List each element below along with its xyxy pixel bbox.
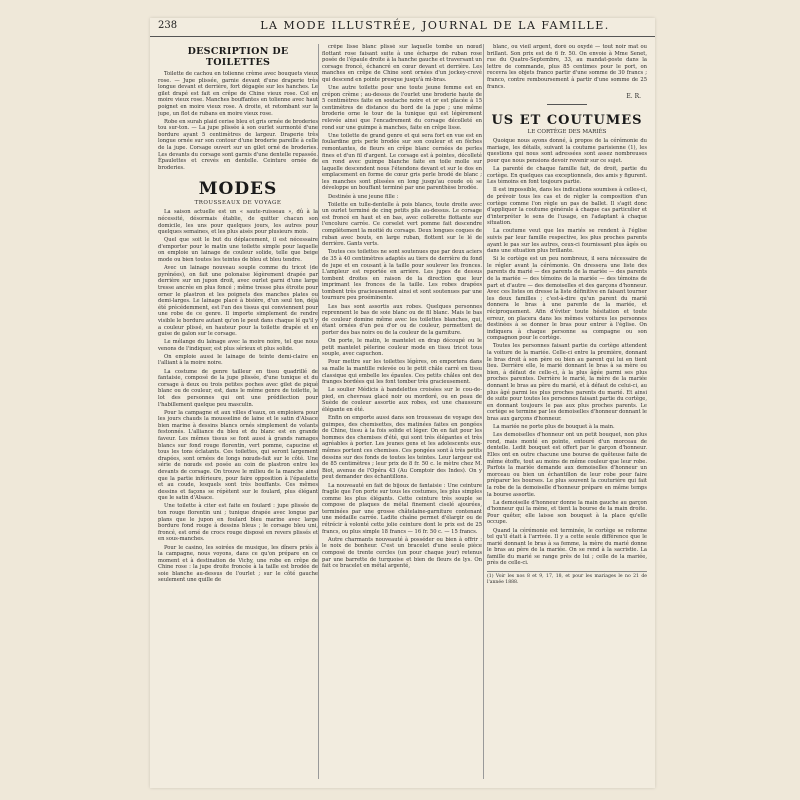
paragraph: On emploie aussi le lainage de teinte demi-claire en l'alliant à la moire noire. xyxy=(158,353,318,367)
paragraph: Les demoiselles d'honneur ont un petit bouquet, non plus rond, mais monté en pointe, entouré d'un morceau de dentelle. Ledit bouquet est offert par le garçon d'honneur. Elles ont en outre chacune une bourse de quêteuse faite de même étoffe, tout au moins de même couleur que leur robe. Parfois la mariée demande aux demoiselles d'honneur un morceau ou bien un échantillon de leur robe pour faire préparer les bourses. Le plus souvent la couturière qui fait la robe de la demoiselle d'honneur prépare en même temps la bourse assortie. xyxy=(487,432,647,498)
section-subtitle: TROUSSEAUX DE VOYAGE xyxy=(194,200,282,207)
paragraph: La demoiselle d'honneur donne la main gauche au garçon d'honneur qui la mène, et tient la bourse de la main droite. Pour quêter, elle laisse son bouquet à la place qu'elle occupe. xyxy=(487,499,647,526)
paragraph: La costume de genre tailleur en tissu quadrillé de fantaisie, composé de la jupe plissée, d'une tunique et du corsage à deux ou trois petites poches avec gilet de piqué blanc ou de couleur, est, dans le même genre de toilette, le lot des personnes qui ont une prédilection pour l'habillement quelque peu masculin. xyxy=(158,368,318,408)
paragraph: La parenté de chaque famille fait, de droit, partie du cortège. En quelques cas exceptionnels, des amis y figurent. Les témoins en font toujours partie. xyxy=(487,166,647,186)
paragraph: Pour mettre sur les toilettes légères, on emportera dans sa malle la mantille relevée ou le petit châle carré en tissu classique qui embelle les épaules. Ces petits châles ont des franges bordées qui les font tomber très gracieusement. xyxy=(322,359,482,386)
section-title-modes: MODES xyxy=(198,179,278,200)
paragraph: Une autre toilette pour une toute jeune femme est en crépon crème ; au-dessus de l'ourlet une broderie haute de 5 centimètres faite en soutache noire et or est placée à 15 centimètres de distance du bord de la jupe ; une même broderie orne le tour de la tunique qui est légèrement relevée ainsi que l'encadrement du corsage décolleté en rond sur une guimpe à manches, faite en crêpe lisse. xyxy=(322,85,482,131)
paragraph: crêpe lisse blanc plissé sur laquelle tombe un nœud flottant rose faisant suite à une écharpe de ruban rose posée de l'épaule droite à la hanche gauche et traversant un corsage froncé, échancré en cœur devant et derrière. Les manches en crêpe de Chine sont ornées d'un jockey-crevé qui descend en pointe presque jusqu'à mi-bras. xyxy=(322,44,482,83)
paragraph: La nouveauté en fait de bijoux de fantaisie : Une ceinture fragile que l'on porte sur tous les costumes, les plus simples comme les plus élégants. Cette ceinture très souple se compose de plaques de métal finement ciselé ajourées, terminées par une grosse châtelaine-garniture contenant une médaille carrée. Ladite chaîne permet d'élargir ou de rétrécir à volonté cette jolie ceinture dont le prix est de 25 francs, ou plus simple 18 francs — 16 fr. 50 c. — 15 francs. xyxy=(322,482,482,535)
newspaper-page xyxy=(150,18,655,788)
paragraph: La saison actuelle est un « saute-ruisseau », dû à la nécessité, désormais établie, de quitter chacun son domicile, les uns pour quelques jours, les autres pour quelques semaines, et les plus aisés pour plusieurs mois. xyxy=(158,209,318,236)
paragraph: La mariée ne porte plus de bouquet à la main. xyxy=(493,424,615,431)
paragraph: Robe en surah plaid cerise bleu et gris ornée de broderies tou sur-ton. — La jupe plissée à son ourlet surmonté d'une bordure ayant 5 centimètres de largeur. Draperie très longue ornée sur son contour d'une broderie pareille à celle de la jupe. Corsage ouvert sur un gilet orné de broderies. Les devants du corsage sont garnis d'une dentelle repassée. Épaulettes et crevés en dentelle. Ceinture ornée de broderies. xyxy=(158,118,318,171)
paragraph: Toutes ces toilettes ne sont soutenues que par deux aciers de 35 à 40 centimètres adaptés au tiers de derrière du fond de jupe et en cousant à la taille pour soulever les fronces. L'ampleur est reportée en arrière. Les jupes de dessus tombent droites en raison de la direction que leur imprimant les fronces de la taille. Les robes drapées tombent très gracieusement ainsi et sont soutenues par une tournure peu proéminente. xyxy=(322,249,482,302)
column-divider xyxy=(483,44,484,779)
paragraph: Quoique nous ayons donné, à propos de la cérémonie du mariage, les détails, suivant la coutume parisienne (1), les questions qui nous sont adressées sont assez nombreuses pour que nous pensions devoir revenir sur ce sujet. xyxy=(487,138,647,164)
paragraph: Destinée à une jeune fille : xyxy=(328,193,399,200)
paragraph: blanc, ou vieil argent, doré ou oxydé — tout noir mat ou brillant. Son prix est de 6 fr. 50. On envoie à Mme Senet, rue du Quatre-Septembre, 33, au mandat-poste dans la lettre de commande, plus 85 centimes pour le port, on recevra les objets franco partir d'une somme de 30 francs ; franco, contre remboursement à partir d'une somme de 25 francs. xyxy=(487,44,647,90)
paragraph: Le mélange du lainage avec la moire noire, tel que nous venons de l'indiquer, est plus sérieux et plus solide. xyxy=(158,339,318,352)
paragraph: Toilette en tulle-dentelle à pois blancs, toute droite avec un ourlet terminé de cinq petits plis au-dessus. Le corsage est froncé en haut et en bas, avec collerette flottante sur l'encolure carrée. Ce corselet vert pomme fait descendre complètement la moitié du corsage. Deux longues coques de ruban avec bouts, en large ruban, flottent sur le lé de derrière. Gants verts. xyxy=(322,201,482,248)
paragraph: Quel que soit le but du déplacement, il est nécessaire d'emporter pour le matin une toilette simple pour laquelle on emploie un lainage de couleur solide, telle que beige mode ou bien toutes les teintes de bleu et bleu tendre. xyxy=(158,237,318,264)
page-number: 238 xyxy=(158,20,178,31)
paragraph: Le soulier Médicis à bandelettes croisées sur le cou-de-pied, en chevreau glacé noir ou mordoré, ou en peau de Suède de couleur assortie aux robes, est une chaussure élégante en été. xyxy=(322,387,482,413)
paragraph: Quand la cérémonie est terminée, le cortège se reforme tel qu'il était à l'arrivée. Il y a cette seule différence que le marié donnant le bras à sa femme, la mère du marié donne le bras au père de la mariée. On se rend à la sacristie. La famille du marié se range près de lui ; celle de la mariée, près de celle-ci. xyxy=(487,527,647,567)
paragraph: Une toilette à citer est faite en foulard : jupe plissée de ton rouge florentin uni ; tunique drapée avec longue par plans que le jupon en foulard bleu marine avec large bordure fond rouge à dessins bleus ; le corsage bleu uni, froncé, est orné de crocs rouge disposé en revers plissés et en sous-manches. xyxy=(158,503,318,543)
paragraph: La coutume veut que les mariés se rendent à l'église suivis par leur famille respective, les plus proches parents ayant le pas sur les autres, ceux-ci fournissant plus âgés ou dans une situation plus brillante. xyxy=(487,228,647,255)
paragraph: Toilette de cachou en tolienne crème avec bouquets vieux rose. — Jupe plissée, garnie devant d'une draperie très longue devant et derrière, fort dégagée sur les hanches. Le gilet drapé est fait en crêpe de Chine vieux rose. Col en moire vieux rose. Manches bouffantes en tolienne avec haut poignet en moire vieux rose. A droite, et retombant sur la jupe, un flot de rubans en moire vieux rose. xyxy=(158,71,318,117)
divider xyxy=(547,104,587,105)
column-3 xyxy=(487,44,647,779)
paragraph: Toutes les personnes faisant partie du cortège attendent la voiture de la mariée. Celle-ci entre la première, donnant le bras droit à son père ou bien au parent qui lui en tient lieu. Derrière elle, le marié donnant le bras à sa mère ou bien, à défaut de celle-ci, à la plus âgée parmi ses plus proches parentes. Derrière le marié, la mère de la mariée donnant le bras au père du marié, et à défaut de celui-ci, au plus âgé parmi les plus proches parents du marié. Et ainsi de suite pour toutes les personnes faisant partie du cortège, en donnant toujours le pas aux plus proches parents. Le cortège se termine par les demoiselles d'honneur donnant le bras aux garçons d'honneur. xyxy=(487,343,647,422)
paragraph: Si le cortège est un peu nombreux, il sera nécessaire de le régler avant la cérémonie. On dressera une liste des parents du marié — des parents de la mariée — des parents de la mariée — des témoins de la mariée — des témoins de part et d'autre — des demoiselles et des garçons d'honneur. Avec ces listes on dresse la liste définitive en faisant tourner les deux familles ; c'est-à-dire qu'un parent du marié donnera le bras à une parente de la mariée, et réciproquement. Afin d'éviter toute hésitation et toute erreur, on placera dans les mêmes voitures les personnes destinées à se donner le bras pour entrer à l'église. On indiquera à chaque personne sa compagne ou son compagnon pour le cortège. xyxy=(487,256,647,342)
journal-title: LA MODE ILLUSTRÉE, JOURNAL DE LA FAMILLE. xyxy=(260,19,610,32)
page-header xyxy=(150,18,655,37)
column-divider xyxy=(318,44,319,779)
paragraph: Autre charmants nouveauté à posséder ou bien à offrir : le noix de bonheur. C'est un bracelet d'une seule pièce composé de trente cercles (un pour chaque jour) retenus par une barrette de turquoise et bien de fleurs de lys. On fait ce bracelet en métal argenté, xyxy=(322,536,482,570)
paragraph: Pour le casino, les soirées de musique, les dîners priés à la campagne, nous voyons, dans ce qu'on prépare en ce moment et à destination de Vichy, une robe en crêpe de Chine rose : la jupe droite froncée à la taille est brodée de soie blanche au-dessus de l'ourlet ; sur le côté gauche seulement une quille de xyxy=(158,544,318,584)
paragraph: Enfin on emporte aussi dans son trousseau de voyage des guimpes, des chemisettes, des matinées faites en pongées de Chine, tissu à la fois solide et léger. On en fait pour les hommes des chemises d'été, qui sont très élégantes et très agréables à porter. Les jeunes gens et les adolescents eux-mêmes portent ces chemises. Ces pongées sont à très petits dessins sur des fonds de toutes les teintes. Leur largeur est de 85 centimètres ; leur prix de 8 fr. 50 c. le mètre chez M. Biot, avenue de l'Opéra 43 (Au Comptoir des Indes). On y peut demander des échantillons. xyxy=(322,415,482,481)
paragraph: Pour la campagne et aux villes d'eaux, on emploiera pour les jours chauds la mousseline de laine et le satin d'Alsace bien marine à dessins blancs ornés simplement de volants festonnés. L'alliance du bleu et du blanc est en grande faveur. Les mêmes tissus se font aussi à grands ramages blancs sur fond rouge florentin, vert pomme, capucine et tous les tons éclatants. Ces toilettes, qui seront largement drapées, sont ornées de longs nœuds-fait sur le côté. Une série de nœuds est posée au coin de plastron entre les devants de corsage. On trouve le milieu de la manche ainsi que la partie inférieure, pour faire opposition à l'épaulette et au coude, lesquels sont très bouffants. Ces mêmes dessins et façons se répètent sur le foulard, plus élégant que le satin d'Alsace. xyxy=(158,409,318,502)
paragraph: Avec un lainage nouveau souple comme du tricot (de pyrénées), on fait une polonaise légèrement drapée par derrière sur un jupon droit, avec ourlet garni d'une large tresse ancrée en plus foncé ; même tresse plus étroite pour orner le plastron et les poignets des manches plates ou demi-larges. Le lainage placé à bisière, d'un seul ton, déjà été précédemment, est l'un des tissus qui conviennent pour une robe de ce genre. Il importe simplement de rendre visible le bordure autant qu'on le peut dans chaque lé qu'il y a couleur plissé, en hauteur pour la toilette drapée et en guise de galon sur le corsage. xyxy=(158,265,318,338)
paragraph: Une toilette de grand genre et qui sera fort en vue est en foulardine gris perle brodée sur son couleur et en fèches remontantes, de fleurs en crêpe blanc cernées de perles fines et d'un fil d'argent. Le corsage est à pointes, décolleté en rond avec guimpe blanche faite en toile molle sur laquelle descendent nous l'étendons devant et sur le dos en emplacement en forme de cœur gris perle brodé de blanc ; les manches sont plissées en long jusqu'au coude où se développe un bouffant terminé par une parenthèse brodée. xyxy=(322,132,482,192)
paragraph: Il est impossible, dans les indications soumises à celles-ci, de prévoir tous les cas et de régler la composition d'un cortège comme l'on règle un pas de ballet. Il s'agit donc d'appliquer la coutume générale à chaque cas particulier et d'interpréter le sens de l'usage, en l'adaptant à chaque situation. xyxy=(487,187,647,227)
paragraph: On porte, le matin, le mantelet en drap découpé ou le petit mantelet pèlerine couleur mode en tissu tricot tous souple, avec capuchon. xyxy=(322,338,482,358)
column-1 xyxy=(158,44,318,779)
section-title-toilettes: DESCRIPTION DE TOILETTES xyxy=(187,46,289,68)
footnote: (1) Voir les nos 8 et 9, 17, 18, et pour les mariages le no 21 de l'année 1888. xyxy=(487,571,647,585)
paragraph: Les bas sont assortis aux robes. Quelques personnes reprennent le bas de soie blanc ou de fil blanc. Mais le bas de couleur domine même avec les toilettes blanches, qui, étant ornées d'un peu d'or ou de couleur, permettent de porter des bas noirs ou de la couleur de la garniture. xyxy=(322,303,482,336)
section-subtitle: LE CORTÈGE DES MARIÉS xyxy=(527,129,607,136)
column-2 xyxy=(322,44,482,779)
signature: E. R. xyxy=(626,93,641,101)
section-title-us-coutumes: US ET COUTUMES xyxy=(491,113,643,129)
